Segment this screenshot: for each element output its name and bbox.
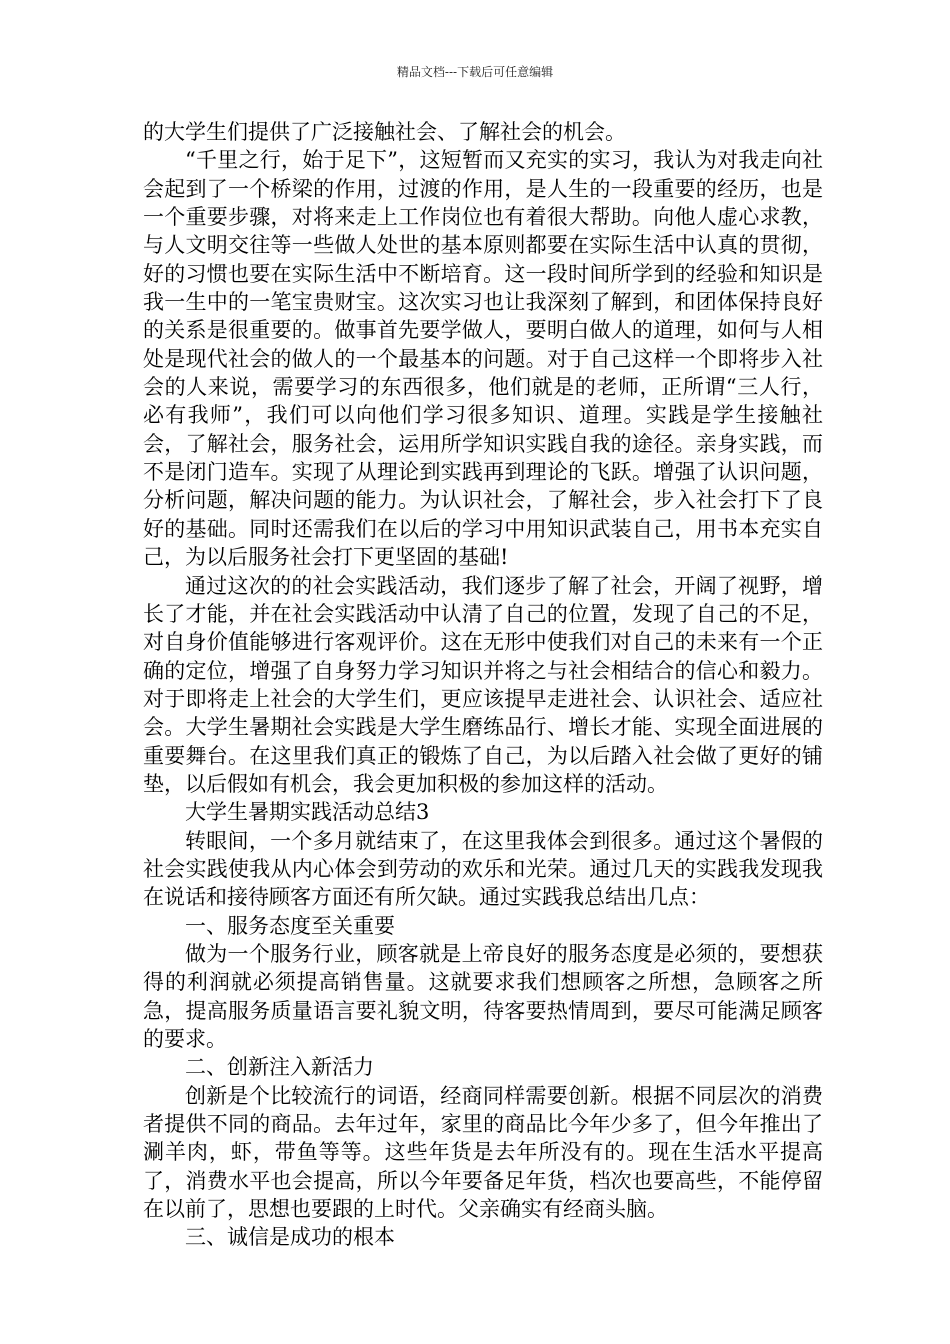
paragraph-3: 通过这次的的社会实践活动，我们逐步了解了社会，开阔了视野，增长了才能，并在社会实践活动中认清了自己的位置，发现了自己的不足，对自身价值能够进行客观评价。这在无形中使我们对自己的未来有一个正确的定位，增强了自身努力学习知识并将之与社会相结合的信心和毅力。对于即将走上社会的大学生们，更应该提早走进社会、认识社会、适应社会。大学生暑期社会实践是大学生磨练品行、增长才能、实现全面进展的重要舞台。在这里我们真正的锻炼了自己，为以后踏入社会做了更好的铺垫，以后假如有机会，我会更加积极的参加这样的活动。 [143,573,823,796]
paragraph-2: “千里之行，始于足下”，这短暂而又充实的实习，我认为对我走向社会起到了一个桥梁的作用，过渡的作用，是人生的一段重要的经历，也是一个重要步骤，对将来走上工作岗位也有着很大帮助。向他人虚心求教，与人文明交往等一些做人处世的基本原则都要在实际生活中认真的贯彻，好的习惯也要在实际生活中不断培育。这一段时间所学到的经验和知识是我一生中的一笔宝贵财宝。这次实习也让我深刻了解到，和团体保持良好的关系是很重要的。做事首先要学做人，要明白做人的道理，如何与人相处是现代社会的做人的一个最基本的问题。对于自己这样一个即将步入社会的人来说，需要学习的东西很多，他们就是的老师，正所谓“三人行，必有我师”，我们可以向他们学习很多知识、道理。实践是学生接触社会，了解社会，服务社会，运用所学知识实践自我的途径。亲身实践，而不是闭门造车。实现了从理论到实践再到理论的飞跃。增强了认识问题，分析问题，解决问题的能力。为认识社会，了解社会，步入社会打下了良好的基础。同时还需我们在以后的学习中用知识武装自己，用书本充实自己，为以后服务社会打下更坚固的基础! [143,148,823,570]
page-header: 精品文档---下载后可任意编辑 [396,65,554,79]
paragraph-7: 做为一个服务行业，顾客就是上帝良好的服务态度是必须的，要想获得的利润就必须提高销售量。这就要求我们想顾客之所想，急顾客之所急，提高服务质量语言要礼貌文明，待客要热情周到，要尽可能满足顾客的要求。 [143,941,823,1051]
paragraph-9: 创新是个比较流行的词语，经商同样需要创新。根据不同层次的消费者提供不同的商品。去年过年，家里的商品比今年少多了，但今年推出了涮羊肉，虾，带鱼等等。这些年货是去年所没有的。现在生活水平提高了，消费水平也会提高，所以今年要备足年货，档次也要高些，不能停留在以前了，思想也要跟的上时代。父亲确实有经商头脑。 [143,1083,823,1222]
subheading-1: 一、服务态度至关重要 [185,913,395,938]
subheading-2: 二、创新注入新活力 [185,1055,374,1080]
paragraph-1: 的大学生们提供了广泛接触社会、了解社会的机会。 [143,120,626,144]
document-body [143,118,823,1252]
subheading-3: 三、诚信是成功的根本 [185,1225,395,1250]
section-title: 大学生暑期实践活动总结3 [185,800,430,825]
paragraph-5: 转眼间，一个多月就结束了，在这里我体会到很多。通过这个暑假的社会实践使我从内心体会到劳动的欢乐和光荣。通过几天的实践我发现我在说话和接待顾客方面还有所欠缺。通过实践我总结出几点： [143,828,823,910]
